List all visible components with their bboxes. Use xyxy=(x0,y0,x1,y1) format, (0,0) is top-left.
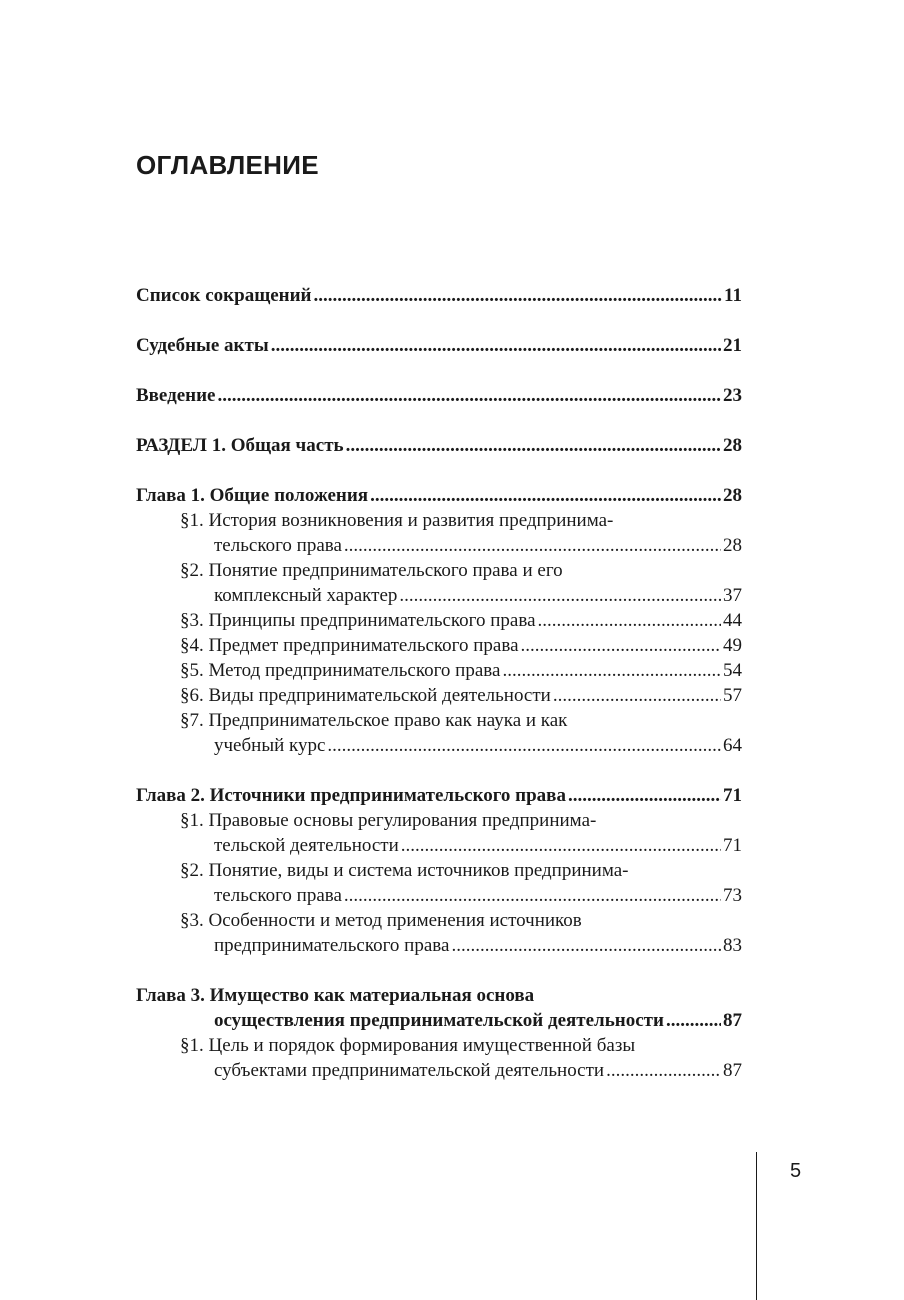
toc-entry-part-1[interactable] xyxy=(136,433,742,458)
dot-leader xyxy=(553,683,721,708)
toc-section-1-6[interactable] xyxy=(136,683,742,708)
toc-section-title: §3. Особенности и метод применения источников xyxy=(180,910,582,931)
dot-leader xyxy=(346,433,721,458)
toc-section-2-2[interactable] xyxy=(136,858,742,908)
toc-page-number: 11 xyxy=(724,285,742,306)
dot-leader xyxy=(344,533,721,558)
toc-section-title: §7. Предпринимательское право как наука и как xyxy=(180,710,568,731)
dot-leader xyxy=(538,608,721,633)
toc-section-title: §6. Виды предпринимательской деятельности xyxy=(180,685,551,706)
dot-leader xyxy=(218,383,722,408)
toc-page-number: 83 xyxy=(723,935,742,956)
toc-section-2-3[interactable] xyxy=(136,908,742,958)
toc-section-title-cont: субъектами предпринимательской деятельности xyxy=(214,1060,605,1081)
page-title: ОГЛАВЛЕНИЕ xyxy=(136,150,319,180)
toc-entry-title: Судебные акты xyxy=(136,335,269,356)
toc-section-title-cont: тельского права xyxy=(214,535,342,556)
dot-leader xyxy=(401,833,721,858)
toc-entry-title-cont: осуществления предпринимательской деятельности xyxy=(214,1010,664,1031)
toc-page-number: 37 xyxy=(723,585,742,606)
toc-page-number: 49 xyxy=(723,635,742,656)
toc-page-number: 57 xyxy=(723,685,742,706)
toc-section-1-2[interactable] xyxy=(136,558,742,608)
toc-entry-chapter-3[interactable] xyxy=(136,983,742,1033)
toc-section-title-cont: учебный курс xyxy=(214,735,326,756)
toc-entry-title: Глава 1. Общие положения xyxy=(136,485,369,506)
toc-section-title: §3. Принципы предпринимательского права xyxy=(180,610,536,631)
dot-leader xyxy=(399,583,721,608)
toc-section-title: §1. Цель и порядок формирования имущественной базы xyxy=(180,1035,636,1056)
margin-rule xyxy=(756,1152,757,1300)
toc-section-title: §1. История возникновения и развития предпринима- xyxy=(180,510,614,531)
toc-section-title: §5. Метод предпринимательского права xyxy=(180,660,501,681)
toc-section-title-cont: предпринимательского права xyxy=(214,935,450,956)
toc-section-1-5[interactable] xyxy=(136,658,742,683)
dot-leader xyxy=(344,883,721,908)
toc-page-number: 44 xyxy=(723,610,742,631)
toc-section-1-4[interactable] xyxy=(136,633,742,658)
toc-section-title-cont: комплексный характер xyxy=(214,585,398,606)
toc-section-title: §4. Предмет предпринимательского права xyxy=(180,635,519,656)
toc-page-number: 71 xyxy=(723,785,742,806)
table-of-contents xyxy=(136,283,742,1083)
toc-entry-chapter-1[interactable] xyxy=(136,483,742,508)
toc-page-number: 23 xyxy=(723,385,742,406)
toc-page-number: 71 xyxy=(723,835,742,856)
toc-entry-chapter-2[interactable] xyxy=(136,783,742,808)
toc-entry-title: Список сокращений xyxy=(136,285,312,306)
dot-leader xyxy=(568,783,721,808)
toc-entry-title: РАЗДЕЛ 1. Общая часть xyxy=(136,435,344,456)
toc-page-number: 54 xyxy=(723,660,742,681)
dot-leader xyxy=(314,283,723,308)
toc-entry-court-acts[interactable] xyxy=(136,333,742,358)
toc-section-1-7[interactable] xyxy=(136,708,742,758)
toc-page-number: 87 xyxy=(723,1060,742,1081)
toc-section-1-1[interactable] xyxy=(136,508,742,558)
page-number: 5 xyxy=(790,1160,802,1182)
toc-page-number: 21 xyxy=(723,335,742,356)
toc-section-1-3[interactable] xyxy=(136,608,742,633)
toc-entry-title: Введение xyxy=(136,385,216,406)
dot-leader xyxy=(370,483,721,508)
dot-leader xyxy=(327,733,721,758)
toc-entry-abbreviations[interactable] xyxy=(136,283,742,308)
dot-leader xyxy=(451,933,721,958)
dot-leader xyxy=(666,1008,721,1033)
toc-entry-introduction[interactable] xyxy=(136,383,742,408)
toc-section-3-1[interactable] xyxy=(136,1033,742,1083)
dot-leader xyxy=(502,658,721,683)
toc-section-title: §2. Понятие, виды и система источников предпринима- xyxy=(180,860,629,881)
toc-page-number: 28 xyxy=(723,535,742,556)
toc-section-title: §1. Правовые основы регулирования предпринима- xyxy=(180,810,597,831)
toc-page-number: 28 xyxy=(723,485,742,506)
dot-leader xyxy=(606,1058,721,1083)
dot-leader xyxy=(271,333,721,358)
toc-section-title: §2. Понятие предпринимательского права и его xyxy=(180,560,563,581)
toc-page-number: 28 xyxy=(723,435,742,456)
dot-leader xyxy=(521,633,721,658)
toc-section-title-cont: тельской деятельности xyxy=(214,835,399,856)
toc-page-number: 87 xyxy=(723,1010,742,1031)
toc-entry-title: Глава 3. Имущество как материальная основа xyxy=(136,985,535,1006)
toc-page-number: 64 xyxy=(723,735,742,756)
toc-entry-title: Глава 2. Источники предпринимательского права xyxy=(136,785,566,806)
toc-section-2-1[interactable] xyxy=(136,808,742,858)
toc-section-title-cont: тельского права xyxy=(214,885,342,906)
toc-page-number: 73 xyxy=(723,885,742,906)
